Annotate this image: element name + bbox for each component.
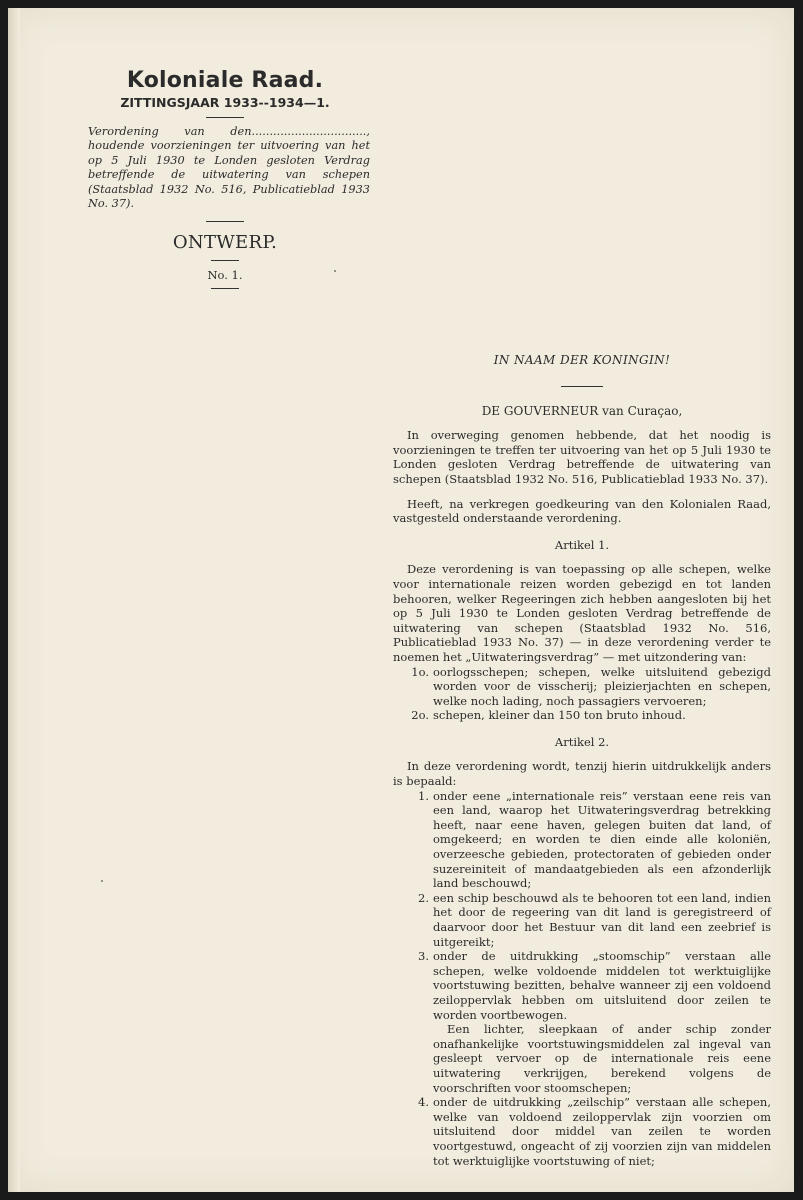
item-text: oorlogsschepen; schepen, welke uitsluitend gebezigd worden voor de visscherij; pleizierjachten en schepen, welke noch lading, noch passagiers vervoeren; bbox=[433, 664, 771, 708]
divider bbox=[561, 386, 603, 387]
header-block bbox=[80, 68, 370, 296]
document-number: No. 1. bbox=[207, 268, 243, 283]
divider bbox=[211, 260, 239, 261]
document-page bbox=[8, 8, 794, 1192]
item-number: 4. bbox=[418, 1095, 429, 1110]
item-number: 3. bbox=[418, 949, 429, 964]
list-item bbox=[393, 789, 771, 891]
list-item bbox=[393, 949, 771, 1095]
item-text: schepen, kleiner dan 150 ton bruto inhoud. bbox=[433, 708, 686, 723]
item-number: 1o. bbox=[411, 664, 429, 679]
article-1 bbox=[393, 538, 771, 723]
approval-paragraph: Heeft, na verkregen goedkeuring van den Kolonialen Raad, vastgesteld onderstaande verordening. bbox=[393, 496, 771, 526]
ordinance-body bbox=[393, 353, 771, 1168]
council-title: Koloniale Raad. bbox=[126, 68, 324, 93]
list-item bbox=[393, 665, 771, 709]
governor-line: DE GOUVERNEUR van Curaçao, bbox=[481, 403, 683, 418]
invocation: IN NAAM DER KONINGIN! bbox=[493, 353, 671, 367]
divider bbox=[211, 288, 239, 289]
item-text-block bbox=[433, 949, 771, 1095]
divider bbox=[206, 221, 244, 222]
session-year: ZITTINGSJAAR 1933--1934—1. bbox=[120, 95, 330, 110]
article-intro: In deze verordening wordt, tenzij hierin uitdrukkelijk anders is bepaald: bbox=[393, 759, 771, 789]
article-intro: Deze verordening is van toepassing op alle schepen, welke voor internationale reizen worden gebezigd en tot landen behooren, welker Regeeringen zich hebben aangesloten bij het op 5 Juli 1930 te Londen gesloten Verdrag betreffende de uitwatering van schepen (Staatsblad 1932 No. 516, Publicatieblad 1933 No. 37) — in deze verordening verder te noemen het „Uitwateringsverdrag” — met uitzondering van: bbox=[393, 562, 771, 664]
list-item bbox=[393, 708, 771, 723]
list-item bbox=[393, 1095, 771, 1168]
item-text: onder eene „internationale reis” verstaan eene reis van een land, waarop het Uitwateringsverdrag betrekking heeft, naar eene haven, gelegen buiten dat land, of omgekeerd; en worden te dien einde alle koloniën, overzeesche gebieden, protectoraten of gebieden onder suzereiniteit of mandaatgebieden als een afzonderlijk land beschouwd; bbox=[433, 788, 771, 891]
article-heading: Artikel 1. bbox=[554, 537, 610, 552]
list-item bbox=[393, 891, 771, 949]
ordinance-title: Verordening van den................................, houdende voorzieningen ter uitvoering van het op 5 Juli 1930 te Londen gesloten Verdrag betreffende de uitwatering van schepen (Staatsblad 1932 No. 516, Publicatieblad 1933 No. 37). bbox=[88, 125, 370, 211]
paper-speck bbox=[334, 270, 336, 272]
preamble-paragraph: In overweging genomen hebbende, dat het noodig is voorzieningen te treffen ter uitvoering van het op 5 Juli 1930 te Londen gesloten Verdrag betreffende de uitwatering van schepen (Staatsblad 1932 No. 516, Publicatieblad 1933 No. 37). bbox=[393, 428, 771, 486]
article-heading: Artikel 2. bbox=[554, 734, 610, 749]
page-spine-shadow bbox=[8, 8, 20, 1192]
article-2 bbox=[393, 735, 771, 1168]
item-text: een schip beschouwd als te behooren tot een land, indien het door de regeering van dit land is geregistreerd of daarvoor door het Bestuur van dit land een zeebrief is uitgereikt; bbox=[433, 890, 771, 949]
item-text: onder de uitdrukking „stoomschip” verstaan alle schepen, welke voldoende middelen tot werktuiglijke voortstuwing bezitten, behalve wanneer zij een voldoend zeiloppervlak hebben om uitsluitend door zeilen te worden voortbewogen. bbox=[433, 949, 771, 1022]
item-subparagraph: Een lichter, sleepkaan of ander schip zonder onafhankelijke voortstuwingsmiddelen zal ingeval van gesleept vervoer op de internationale reis eene uitwatering verkrijgen, berekend volgens de voorschriften voor stoomschepen; bbox=[433, 1022, 771, 1095]
divider bbox=[206, 117, 244, 118]
item-text: onder de uitdrukking „zeilschip” verstaan alle schepen, welke van voldoend zeiloppervlak zijn voorzien om uitsluitend door middel van zeilen te worden voortgestuwd, ongeacht of zij voorzien zijn van middelen tot werktuiglijke voortstuwing of niet; bbox=[433, 1095, 771, 1168]
paper-speck bbox=[101, 880, 103, 882]
draft-label: ONTWERP. bbox=[172, 232, 278, 254]
item-number: 1. bbox=[418, 788, 429, 803]
item-number: 2. bbox=[418, 890, 429, 905]
item-number: 2o. bbox=[411, 708, 429, 723]
